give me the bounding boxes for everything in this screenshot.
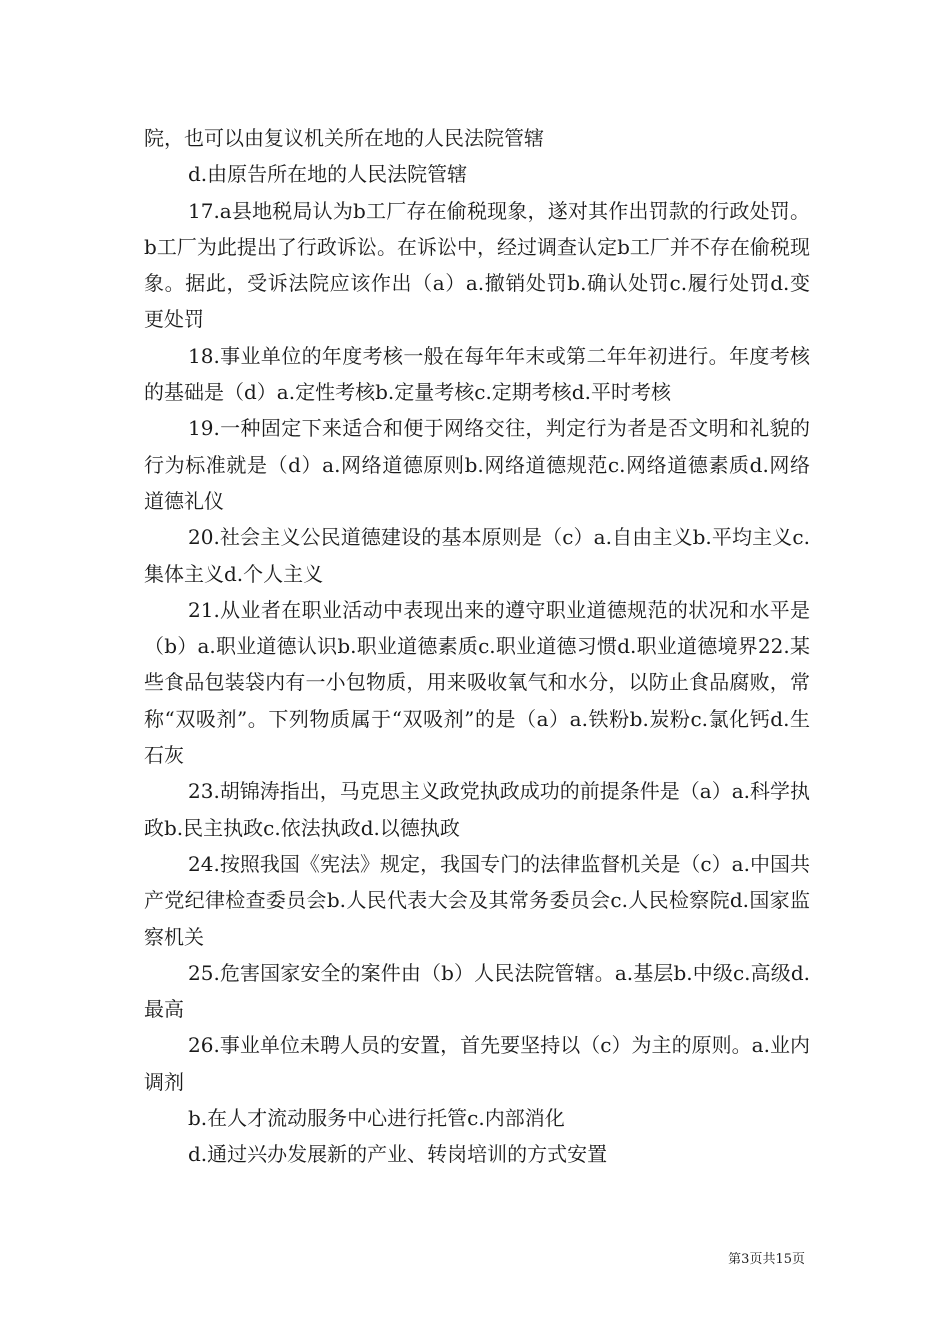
- paragraph-question-23: 23.胡锦涛指出，马克思主义政党执政成功的前提条件是（a）a.科学执政b.民主执政c.依法执政d.以德执政: [144, 779, 811, 840]
- page-number-footer: 第3页共15页: [728, 1252, 805, 1267]
- document-body: [144, 120, 810, 1173]
- paragraph-question-19: 19.一种固定下来适合和便于网络交往，判定行为者是否文明和礼貌的行为标准就是（d）a.网络道德原则b.网络道德规范c.网络道德素质d.网络道德礼仪: [144, 416, 810, 513]
- paragraph-question-21-22: 21.从业者在职业活动中表现出来的遵守职业道德规范的状况和水平是（b）a.职业道德认识b.职业道德素质c.职业道德习惯d.职业道德境界22.某些食品包装袋内有一小包物质，用来吸收氧气和水分，以防止食品腐败，常称“双吸剂”。下列物质属于“双吸剂”的是（a）a.铁粉b.炭粉c.氯化钙d.生石灰: [144, 597, 810, 768]
- paragraph-question-24: 24.按照我国《宪法》规定，我国专门的法律监督机关是（c）a.中国共产党纪律检查委员会b.人民代表大会及其常务委员会c.人民检察院d.国家监察机关: [144, 851, 810, 949]
- paragraph-question-25: 25.危害国家安全的案件由（b）人民法院管辖。a.基层b.中级c.高级d.最高: [144, 960, 810, 1022]
- paragraph-question-20: 20.社会主义公民道德建设的基本原则是（c）a.自由主义b.平均主义c.集体主义d.个人主义: [144, 525, 810, 586]
- paragraph-continuation: 院，也可以由复议机关所在地的人民法院管辖: [144, 126, 544, 150]
- paragraph-option-16d: d.由原告所在地的人民法院管辖: [188, 162, 468, 187]
- paragraph-option-26d: d.通过兴办发展新的产业、转岗培训的方式安置: [188, 1142, 608, 1167]
- paragraph-question-26: 26.事业单位未聘人员的安置，首先要坚持以（c）为主的原则。a.业内调剂: [144, 1033, 810, 1094]
- paragraph-question-17: 17.a县地税局认为b工厂存在偷税现象，遂对其作出罚款的行政处罚。b工厂为此提出了行政诉讼。在诉讼中，经过调查认定b工厂并不存在偷税现象。据此，受诉法院应该作出（a）a.撤销处罚b.确认处罚c.履行处罚d.变更处罚: [144, 198, 810, 332]
- paragraph-question-18: 18.事业单位的年度考核一般在每年年末或第二年年初进行。年度考核的基础是（d）a.定性考核b.定量考核c.定期考核d.平时考核: [144, 343, 810, 405]
- paragraph-option-26bc: b.在人才流动服务中心进行托管c.内部消化: [188, 1106, 565, 1131]
